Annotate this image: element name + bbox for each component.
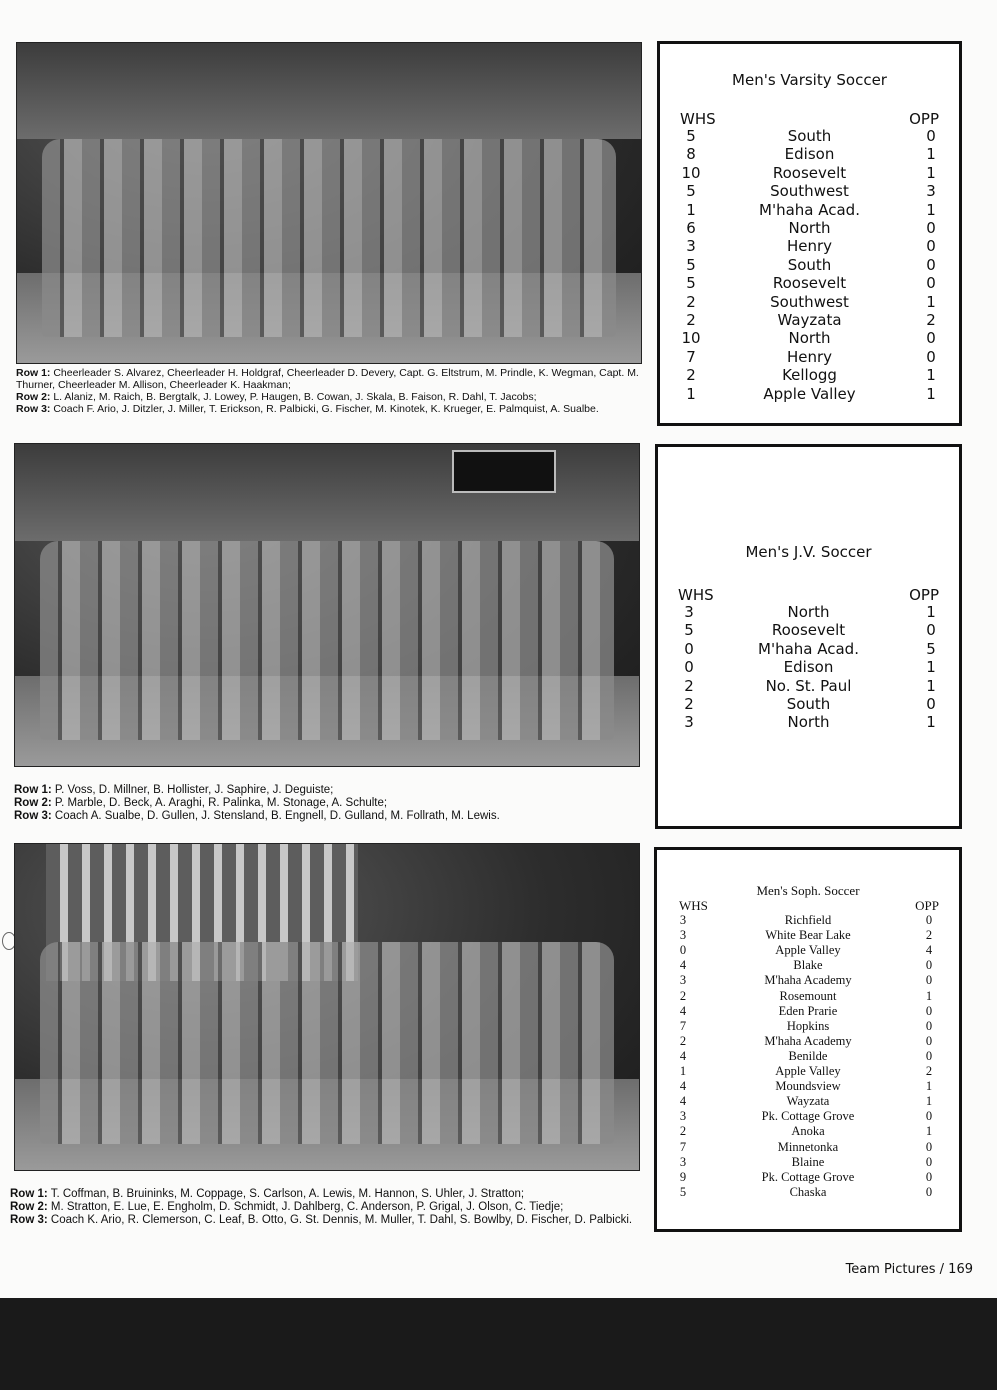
game-row (657, 943, 959, 958)
game-row (660, 366, 959, 384)
caption-row (10, 1188, 638, 1201)
opponent-name: South (787, 255, 832, 274)
whs-score: 5 (686, 182, 696, 201)
opp-score: 1 (925, 1079, 933, 1094)
caption-row (16, 403, 640, 415)
caption-row-names: Coach A. Sualbe, D. Gullen, J. Stensland, B. Engnell, D. Gulland, M. Follrath, M. Lewis. (51, 810, 500, 822)
opp-score: 1 (926, 603, 936, 621)
whs-score: 5 (686, 274, 696, 293)
soph-whs-header: WHS (679, 898, 708, 913)
whs-score: 3 (684, 713, 694, 732)
whs-score: 2 (679, 988, 687, 1003)
opponent-name: Kellogg (782, 366, 837, 385)
whs-score: 2 (679, 1124, 687, 1139)
game-row (657, 913, 959, 928)
whs-score: 5 (686, 255, 696, 274)
varsity-photo-caption (16, 367, 640, 415)
opponent-name: Roosevelt (772, 274, 847, 293)
varsity-opp-header: OPP (909, 110, 939, 128)
game-row (658, 658, 959, 676)
whs-score: 4 (679, 1048, 687, 1063)
game-row (660, 329, 959, 347)
caption-row-label: Row 2: (14, 797, 52, 809)
game-row (657, 1140, 959, 1155)
caption-row (16, 367, 640, 391)
opp-score: 1 (926, 713, 936, 732)
game-row (660, 219, 959, 237)
jv-title: Men's J.V. Soccer (745, 543, 872, 561)
game-row (660, 182, 959, 200)
whs-score: 9 (679, 1169, 687, 1184)
page-footer: Team Pictures / 169 (845, 1262, 973, 1277)
game-row (657, 1124, 959, 1139)
caption-row (14, 784, 638, 797)
whs-score: 3 (679, 913, 687, 927)
soph-results-box (654, 847, 962, 1232)
whs-score: 2 (686, 311, 696, 329)
soph-title: Men's Soph. Soccer (756, 883, 860, 898)
bottom-band (0, 1298, 997, 1390)
opponent-name: Southwest (770, 182, 849, 201)
opp-score: 0 (925, 1048, 933, 1063)
whs-score: 0 (684, 639, 694, 658)
opp-score: 0 (925, 913, 933, 927)
caption-row-label: Row 3: (14, 810, 52, 822)
opp-score: 0 (925, 1139, 933, 1154)
opp-score: 0 (925, 958, 933, 973)
game-row (657, 1064, 959, 1079)
opponent-name: Henry (786, 237, 833, 256)
game-row (660, 274, 959, 292)
opponent-name: No. St. Paul (765, 676, 852, 695)
game-row (660, 311, 959, 329)
opp-score: 0 (926, 329, 936, 348)
game-row (660, 127, 959, 145)
game-row (660, 201, 959, 219)
opp-score: 0 (926, 274, 936, 293)
whs-score: 7 (679, 1139, 687, 1154)
opponent-name: South (786, 695, 831, 713)
varsity-results-box (657, 41, 962, 426)
photo-players (42, 139, 616, 337)
whs-score: 6 (686, 219, 696, 237)
game-row (657, 928, 959, 943)
opponent-name: Chaska (789, 1184, 827, 1199)
scoreboard (452, 450, 556, 493)
varsity-whs-header: WHS (680, 110, 716, 128)
whs-score: 3 (684, 603, 694, 621)
caption-row (10, 1214, 638, 1227)
caption-row-names: L. Alaniz, M. Raich, B. Bergtalk, J. Lowey, P. Haugen, B. Cowan, J. Skala, B. Faison, R. Dahl, T. Jacobs; (50, 391, 537, 403)
opponent-name: Blaine (791, 1154, 825, 1169)
game-row (660, 385, 959, 403)
caption-row-label: Row 3: (16, 403, 51, 415)
whs-score: 3 (679, 1154, 687, 1169)
opp-score: 0 (925, 1154, 933, 1169)
opp-score: 0 (925, 1003, 933, 1018)
opponent-name: North (788, 219, 831, 237)
photo-background (17, 43, 641, 139)
opp-score: 1 (926, 366, 936, 385)
game-row (657, 1034, 959, 1049)
whs-score: 2 (686, 366, 696, 385)
game-row (657, 1094, 959, 1109)
opponent-name: North (788, 329, 831, 348)
soph-opp-header: OPP (915, 898, 939, 913)
opp-score: 0 (925, 1033, 933, 1048)
opp-score: 1 (925, 1124, 933, 1139)
opponent-name: Hopkins (786, 1018, 830, 1033)
caption-row-label: Row 1: (10, 1188, 48, 1200)
opp-score: 1 (926, 292, 936, 311)
game-row (660, 348, 959, 366)
whs-score: 5 (684, 621, 694, 640)
opponent-name: White Bear Lake (765, 928, 851, 943)
whs-score: 4 (679, 1094, 687, 1109)
whs-score: 4 (679, 1079, 687, 1094)
whs-score: 1 (686, 200, 696, 219)
game-row (660, 145, 959, 163)
opponent-name: Rosemount (779, 988, 837, 1003)
caption-row-names: Cheerleader S. Alvarez, Cheerleader H. Holdgraf, Cheerleader D. Devery, Capt. G. Eltstrum, M. Prindle, K. Wegman, Capt. M. Thurner, Cheerleader M. Allison, Cheerleader K. Haakman; (16, 367, 639, 391)
whs-score: 2 (679, 1033, 687, 1048)
soph-team-photo (14, 843, 640, 1171)
opp-score: 1 (926, 676, 936, 695)
whs-score: 4 (679, 1003, 687, 1018)
caption-row (16, 391, 640, 403)
whs-score: 3 (679, 928, 687, 943)
whs-score: 3 (679, 1109, 687, 1124)
opp-score: 1 (925, 1094, 933, 1109)
opponent-name: South (787, 127, 832, 145)
opponent-name: Eden Prarie (778, 1003, 838, 1018)
game-row (657, 989, 959, 1004)
opponent-name: Roosevelt (771, 621, 846, 640)
game-row (660, 164, 959, 182)
caption-row (14, 797, 638, 810)
game-row (657, 1079, 959, 1094)
caption-row-names: M. Stratton, E. Lue, E. Engholm, D. Schmidt, J. Dahlberg, C. Anderson, P. Grigal, J. Olson, C. Tiedje; (47, 1201, 564, 1213)
opp-score: 1 (926, 200, 936, 219)
opponent-name: Henry (786, 347, 833, 366)
whs-score: 2 (686, 292, 696, 311)
opponent-name: M'haha Acad. (759, 200, 860, 219)
opp-score: 0 (926, 695, 936, 713)
caption-row-label: Row 2: (16, 391, 51, 403)
opponent-name: Apple Valley (763, 384, 856, 403)
whs-score: 5 (679, 1184, 687, 1199)
caption-row-names: Coach F. Ario, J. Ditzler, J. Miller, T. Erickson, R. Palbicki, G. Fischer, M. Kinotek, K. Krueger, E. Palmquist, A. Sualbe. (50, 403, 599, 415)
opp-score: 3 (926, 182, 936, 201)
opponent-name: Pk. Cottage Grove (761, 1169, 855, 1184)
opp-score: 0 (925, 973, 933, 988)
game-row (657, 1049, 959, 1064)
game-row (657, 1109, 959, 1124)
whs-score: 1 (679, 1064, 687, 1078)
whs-score: 3 (679, 973, 687, 988)
caption-row-names: T. Coffman, B. Bruininks, M. Coppage, S. Carlson, A. Lewis, M. Hannon, S. Uhler, J. Stratton; (47, 1188, 525, 1200)
girls-photo-caption (14, 784, 638, 823)
opponent-name: Benilde (788, 1048, 828, 1063)
caption-row-names: P. Voss, D. Millner, B. Hollister, J. Saphire, J. Deguiste; (51, 784, 334, 796)
game-row (657, 1170, 959, 1185)
opp-score: 5 (926, 639, 936, 658)
opp-score: 0 (926, 219, 936, 237)
opponent-name: Wayzata (777, 311, 842, 329)
opp-score: 1 (926, 163, 936, 182)
game-row (658, 713, 959, 731)
opp-score: 2 (925, 1064, 933, 1078)
opp-score: 1 (926, 658, 936, 677)
caption-row-names: P. Marble, D. Beck, A. Araghi, R. Palinka, M. Stonage, A. Schulte; (51, 797, 388, 809)
whs-score: 3 (686, 237, 696, 256)
opponent-name: Richfield (784, 913, 832, 927)
game-row (657, 973, 959, 988)
game-row (660, 293, 959, 311)
game-row (657, 1185, 959, 1200)
opponent-name: Anoka (791, 1124, 825, 1139)
opp-score: 0 (926, 347, 936, 366)
game-row (660, 256, 959, 274)
opponent-name: Moundsview (775, 1079, 841, 1094)
caption-row-label: Row 1: (16, 367, 51, 379)
whs-score: 2 (684, 676, 694, 695)
opp-score: 0 (925, 1169, 933, 1184)
game-row (660, 237, 959, 255)
opponent-name: North (787, 713, 830, 732)
whs-score: 4 (679, 958, 687, 973)
opponent-name: Blake (793, 958, 823, 973)
caption-row-label: Row 2: (10, 1201, 48, 1213)
opp-score: 2 (925, 928, 933, 943)
girls-team-photo (14, 443, 640, 767)
opponent-name: Apple Valley (775, 943, 841, 958)
caption-row-label: Row 1: (14, 784, 52, 796)
whs-score: 10 (681, 163, 701, 182)
varsity-title: Men's Varsity Soccer (732, 71, 887, 89)
opp-score: 0 (925, 1018, 933, 1033)
opponent-name: Wayzata (786, 1094, 830, 1109)
opp-score: 4 (925, 943, 933, 958)
game-row (658, 621, 959, 639)
opponent-name: M'haha Academy (764, 1033, 852, 1048)
opponent-name: Roosevelt (772, 163, 847, 182)
game-row (658, 640, 959, 658)
game-row (657, 958, 959, 973)
game-row (658, 695, 959, 713)
opponent-name: M'haha Acad. (758, 639, 859, 658)
opponent-name: Apple Valley (775, 1064, 841, 1078)
photo-players (40, 541, 614, 741)
opp-score: 0 (925, 1109, 933, 1124)
whs-score: 5 (686, 127, 696, 145)
whs-score: 0 (684, 658, 694, 677)
opponent-name: Minnetonka (777, 1139, 839, 1154)
game-row (658, 603, 959, 621)
whs-score: 0 (679, 943, 687, 958)
game-row (657, 1004, 959, 1019)
whs-score: 7 (679, 1018, 687, 1033)
photo-players (40, 942, 614, 1144)
opponent-name: Edison (783, 658, 834, 677)
whs-score: 1 (686, 384, 696, 403)
game-row (657, 1019, 959, 1034)
caption-row-names: Coach K. Ario, R. Clemerson, C. Leaf, B. Otto, G. St. Dennis, M. Muller, T. Dahl, S. Bowlby, D. Fischer, D. Palbicki. (47, 1214, 633, 1226)
opp-score: 0 (926, 621, 936, 640)
jv-opp-header: OPP (909, 586, 939, 604)
opp-score: 0 (926, 255, 936, 274)
opponent-name: Edison (784, 145, 835, 164)
opp-score: 2 (926, 311, 936, 329)
opp-score: 1 (926, 145, 936, 164)
whs-score: 8 (686, 145, 696, 164)
opponent-name: Southwest (770, 292, 849, 311)
opponent-name: M'haha Academy (764, 973, 852, 988)
opp-score: 1 (926, 384, 936, 403)
opp-score: 0 (925, 1184, 933, 1199)
opponent-name: North (787, 603, 830, 621)
varsity-team-photo (16, 42, 642, 364)
caption-row (10, 1201, 638, 1214)
opp-score: 0 (926, 237, 936, 256)
game-row (658, 677, 959, 695)
opp-score: 1 (925, 988, 933, 1003)
game-row (657, 1155, 959, 1170)
caption-row-label: Row 3: (10, 1214, 48, 1226)
jv-results-box (655, 444, 962, 829)
opponent-name: Pk. Cottage Grove (761, 1109, 855, 1124)
opp-score: 0 (926, 127, 936, 145)
soph-photo-caption (10, 1188, 638, 1227)
caption-row (14, 810, 638, 823)
jv-whs-header: WHS (678, 586, 714, 604)
whs-score: 7 (686, 347, 696, 366)
whs-score: 2 (684, 695, 694, 713)
whs-score: 10 (681, 329, 701, 348)
